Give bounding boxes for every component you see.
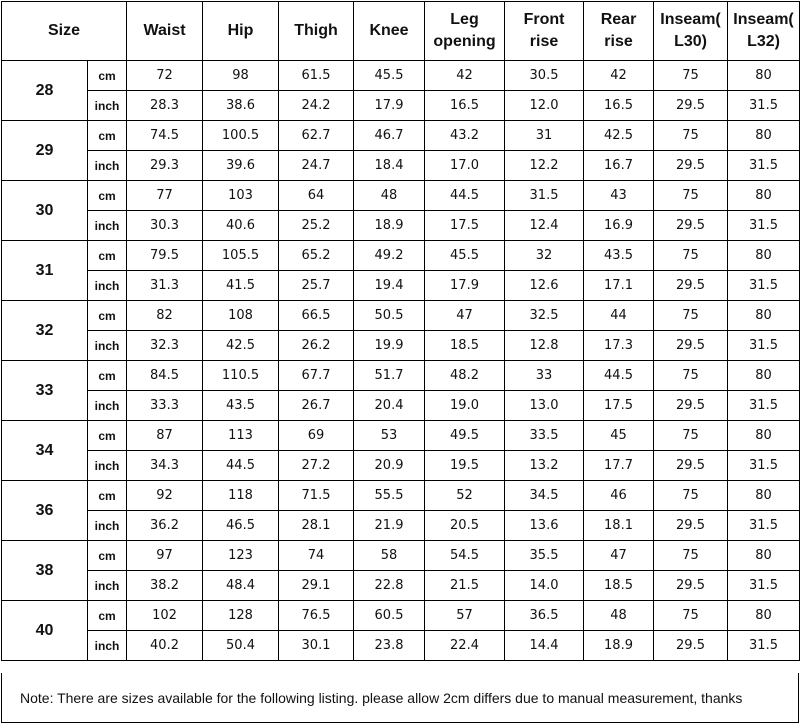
- column-header-line: Thigh: [294, 22, 338, 39]
- measurement-cell: 34.3: [127, 451, 203, 481]
- unit-label-cm: cm: [88, 301, 127, 331]
- measurement-cell: 29.5: [654, 451, 728, 481]
- measurement-cell: 42: [425, 61, 505, 91]
- table-row: [2, 421, 800, 451]
- measurement-cell: 14.4: [505, 631, 584, 661]
- measurement-cell: 22.8: [354, 571, 425, 601]
- measurement-cell: 29.5: [654, 631, 728, 661]
- measurement-cell: 19.5: [425, 451, 505, 481]
- measurement-cell: 30.1: [279, 631, 354, 661]
- measurement-cell: 20.9: [354, 451, 425, 481]
- measurement-cell: 34.5: [505, 481, 584, 511]
- column-header-line: Inseam(: [733, 11, 794, 28]
- measurement-cell: 28.1: [279, 511, 354, 541]
- table-row: [2, 361, 800, 391]
- table-row: [2, 481, 800, 511]
- measurement-cell: 29.5: [654, 511, 728, 541]
- measurement-cell: 21.5: [425, 571, 505, 601]
- measurement-cell: 12.0: [505, 91, 584, 121]
- table-row: [2, 541, 800, 571]
- measurement-cell: 25.7: [279, 271, 354, 301]
- measurement-cell: 47: [425, 301, 505, 331]
- measurement-cell: 44.5: [203, 451, 279, 481]
- size-label: 33: [2, 361, 88, 421]
- unit-label-cm: cm: [88, 181, 127, 211]
- measurement-cell: 42.5: [203, 331, 279, 361]
- measurement-cell: 64: [279, 181, 354, 211]
- measurement-cell: 47: [584, 541, 654, 571]
- measurement-cell: 72: [127, 61, 203, 91]
- column-header-line: opening: [433, 33, 496, 50]
- header-row: [2, 2, 800, 61]
- column-header-inseam-l30: [654, 2, 728, 61]
- unit-label-cm: cm: [88, 421, 127, 451]
- measurement-cell: 36.5: [505, 601, 584, 631]
- measurement-cell: 13.2: [505, 451, 584, 481]
- measurement-cell: 84.5: [127, 361, 203, 391]
- measurement-cell: 39.6: [203, 151, 279, 181]
- measurement-cell: 45.5: [425, 241, 505, 271]
- measurement-cell: 82: [127, 301, 203, 331]
- measurement-cell: 18.9: [584, 631, 654, 661]
- measurement-cell: 12.6: [505, 271, 584, 301]
- measurement-cell: 102: [127, 601, 203, 631]
- measurement-cell: 31.5: [728, 91, 800, 121]
- unit-label-inch: inch: [88, 511, 127, 541]
- measurement-cell: 17.7: [584, 451, 654, 481]
- measurement-cell: 17.5: [425, 211, 505, 241]
- measurement-cell: 55.5: [354, 481, 425, 511]
- measurement-cell: 92: [127, 481, 203, 511]
- measurement-cell: 50.5: [354, 301, 425, 331]
- measurement-cell: 12.4: [505, 211, 584, 241]
- measurement-cell: 69: [279, 421, 354, 451]
- measurement-cell: 75: [654, 181, 728, 211]
- measurement-cell: 36.2: [127, 511, 203, 541]
- table-row: [2, 121, 800, 151]
- measurement-cell: 32.5: [505, 301, 584, 331]
- measurement-cell: 123: [203, 541, 279, 571]
- unit-label-inch: inch: [88, 391, 127, 421]
- measurement-cell: 12.2: [505, 151, 584, 181]
- measurement-cell: 44.5: [425, 181, 505, 211]
- size-label: 30: [2, 181, 88, 241]
- measurement-cell: 14.0: [505, 571, 584, 601]
- column-header-knee: [354, 2, 425, 61]
- unit-label-inch: inch: [88, 451, 127, 481]
- measurement-cell: 12.8: [505, 331, 584, 361]
- measurement-cell: 53: [354, 421, 425, 451]
- measurement-cell: 80: [728, 601, 800, 631]
- measurement-cell: 75: [654, 61, 728, 91]
- unit-label-cm: cm: [88, 601, 127, 631]
- measurement-cell: 54.5: [425, 541, 505, 571]
- measurement-cell: 38.2: [127, 571, 203, 601]
- measurement-cell: 80: [728, 421, 800, 451]
- measurement-cell: 25.2: [279, 211, 354, 241]
- measurement-cell: 66.5: [279, 301, 354, 331]
- measurement-cell: 75: [654, 361, 728, 391]
- measurement-cell: 30.5: [505, 61, 584, 91]
- measurement-cell: 62.7: [279, 121, 354, 151]
- measurement-cell: 31.5: [505, 181, 584, 211]
- column-header-line: L32): [747, 33, 780, 50]
- measurement-cell: 31.5: [728, 511, 800, 541]
- table-row: [2, 271, 800, 301]
- measurement-cell: 75: [654, 421, 728, 451]
- column-header-hip: [203, 2, 279, 61]
- measurement-cell: 75: [654, 481, 728, 511]
- measurement-cell: 42: [584, 61, 654, 91]
- measurement-cell: 13.0: [505, 391, 584, 421]
- measurement-cell: 21.9: [354, 511, 425, 541]
- measurement-cell: 71.5: [279, 481, 354, 511]
- measurement-cell: 80: [728, 301, 800, 331]
- table-row: [2, 181, 800, 211]
- column-header-line: Inseam(: [660, 11, 721, 28]
- measurement-cell: 22.4: [425, 631, 505, 661]
- measurement-cell: 44.5: [584, 361, 654, 391]
- measurement-cell: 24.2: [279, 91, 354, 121]
- measurement-cell: 118: [203, 481, 279, 511]
- measurement-cell: 32: [505, 241, 584, 271]
- measurement-cell: 18.1: [584, 511, 654, 541]
- measurement-cell: 30.3: [127, 211, 203, 241]
- measurement-cell: 65.2: [279, 241, 354, 271]
- note-text: Note: There are sizes available for the following listing. please allow 2cm differs due to manual measurement, thanks: [1, 673, 799, 723]
- table-row: [2, 601, 800, 631]
- unit-label-inch: inch: [88, 571, 127, 601]
- measurement-cell: 80: [728, 61, 800, 91]
- measurement-cell: 110.5: [203, 361, 279, 391]
- measurement-cell: 74.5: [127, 121, 203, 151]
- column-header-line: Rear: [600, 11, 637, 28]
- unit-label-cm: cm: [88, 481, 127, 511]
- measurement-cell: 33.5: [505, 421, 584, 451]
- measurement-cell: 29.5: [654, 91, 728, 121]
- column-header-size: [2, 2, 127, 61]
- column-header-inseam-l32: [728, 2, 800, 61]
- measurement-cell: 57: [425, 601, 505, 631]
- measurement-cell: 48.2: [425, 361, 505, 391]
- measurement-cell: 18.9: [354, 211, 425, 241]
- measurement-cell: 17.5: [584, 391, 654, 421]
- measurement-cell: 31.5: [728, 151, 800, 181]
- measurement-cell: 41.5: [203, 271, 279, 301]
- size-label: 29: [2, 121, 88, 181]
- measurement-cell: 31.5: [728, 451, 800, 481]
- measurement-cell: 31.3: [127, 271, 203, 301]
- measurement-cell: 49.5: [425, 421, 505, 451]
- measurement-cell: 74: [279, 541, 354, 571]
- measurement-cell: 31.5: [728, 271, 800, 301]
- measurement-cell: 19.0: [425, 391, 505, 421]
- measurement-cell: 13.6: [505, 511, 584, 541]
- measurement-cell: 31: [505, 121, 584, 151]
- measurement-cell: 100.5: [203, 121, 279, 151]
- measurement-cell: 29.5: [654, 331, 728, 361]
- measurement-cell: 45: [584, 421, 654, 451]
- measurement-cell: 43.2: [425, 121, 505, 151]
- measurement-cell: 80: [728, 361, 800, 391]
- table-row: [2, 451, 800, 481]
- size-label: 28: [2, 61, 88, 121]
- size-label: 40: [2, 601, 88, 661]
- column-header-rear-rise: [584, 2, 654, 61]
- measurement-cell: 40.2: [127, 631, 203, 661]
- table-row: [2, 151, 800, 181]
- column-header-leg-opening: [425, 2, 505, 61]
- unit-label-inch: inch: [88, 331, 127, 361]
- measurement-cell: 16.5: [425, 91, 505, 121]
- measurement-cell: 33.3: [127, 391, 203, 421]
- table-row: [2, 241, 800, 271]
- measurement-cell: 19.9: [354, 331, 425, 361]
- unit-label-cm: cm: [88, 241, 127, 271]
- size-chart-table: [1, 1, 800, 661]
- measurement-cell: 75: [654, 601, 728, 631]
- measurement-cell: 50.4: [203, 631, 279, 661]
- measurement-cell: 80: [728, 181, 800, 211]
- column-header-thigh: [279, 2, 354, 61]
- measurement-cell: 29.3: [127, 151, 203, 181]
- measurement-cell: 35.5: [505, 541, 584, 571]
- measurement-cell: 31.5: [728, 211, 800, 241]
- table-row: [2, 211, 800, 241]
- measurement-cell: 79.5: [127, 241, 203, 271]
- measurement-cell: 20.5: [425, 511, 505, 541]
- column-header-waist: [127, 2, 203, 61]
- measurement-cell: 19.4: [354, 271, 425, 301]
- measurement-cell: 128: [203, 601, 279, 631]
- size-label: 38: [2, 541, 88, 601]
- measurement-cell: 31.5: [728, 391, 800, 421]
- measurement-cell: 23.8: [354, 631, 425, 661]
- table-row: [2, 571, 800, 601]
- column-header-front-rise: [505, 2, 584, 61]
- measurement-cell: 80: [728, 481, 800, 511]
- measurement-cell: 58: [354, 541, 425, 571]
- unit-label-inch: inch: [88, 631, 127, 661]
- measurement-cell: 26.2: [279, 331, 354, 361]
- measurement-cell: 52: [425, 481, 505, 511]
- measurement-cell: 29.5: [654, 211, 728, 241]
- measurement-cell: 48: [354, 181, 425, 211]
- measurement-cell: 103: [203, 181, 279, 211]
- measurement-cell: 31.5: [728, 571, 800, 601]
- measurement-cell: 105.5: [203, 241, 279, 271]
- unit-label-cm: cm: [88, 361, 127, 391]
- measurement-cell: 40.6: [203, 211, 279, 241]
- table-row: [2, 331, 800, 361]
- measurement-cell: 60.5: [354, 601, 425, 631]
- measurement-cell: 17.3: [584, 331, 654, 361]
- measurement-cell: 97: [127, 541, 203, 571]
- size-label: 36: [2, 481, 88, 541]
- measurement-cell: 43.5: [584, 241, 654, 271]
- measurement-cell: 33: [505, 361, 584, 391]
- unit-label-inch: inch: [88, 151, 127, 181]
- table-row: [2, 301, 800, 331]
- measurement-cell: 75: [654, 541, 728, 571]
- unit-label-inch: inch: [88, 211, 127, 241]
- measurement-cell: 42.5: [584, 121, 654, 151]
- measurement-cell: 75: [654, 301, 728, 331]
- measurement-cell: 46.5: [203, 511, 279, 541]
- measurement-cell: 29.1: [279, 571, 354, 601]
- measurement-cell: 87: [127, 421, 203, 451]
- measurement-cell: 51.7: [354, 361, 425, 391]
- unit-label-inch: inch: [88, 271, 127, 301]
- measurement-cell: 75: [654, 241, 728, 271]
- measurement-cell: 29.5: [654, 151, 728, 181]
- measurement-cell: 98: [203, 61, 279, 91]
- measurement-cell: 28.3: [127, 91, 203, 121]
- unit-label-inch: inch: [88, 91, 127, 121]
- measurement-cell: 49.2: [354, 241, 425, 271]
- measurement-cell: 76.5: [279, 601, 354, 631]
- measurement-cell: 18.5: [584, 571, 654, 601]
- table-row: [2, 61, 800, 91]
- table-row: [2, 631, 800, 661]
- column-header-line: rise: [529, 33, 559, 50]
- measurement-cell: 77: [127, 181, 203, 211]
- measurement-cell: 38.6: [203, 91, 279, 121]
- unit-label-cm: cm: [88, 121, 127, 151]
- measurement-cell: 29.5: [654, 391, 728, 421]
- measurement-cell: 48.4: [203, 571, 279, 601]
- measurement-cell: 113: [203, 421, 279, 451]
- measurement-cell: 17.9: [354, 91, 425, 121]
- measurement-cell: 108: [203, 301, 279, 331]
- measurement-cell: 46.7: [354, 121, 425, 151]
- table-body: [2, 61, 800, 661]
- measurement-cell: 18.4: [354, 151, 425, 181]
- column-header-line: Knee: [369, 22, 409, 39]
- measurement-cell: 17.9: [425, 271, 505, 301]
- unit-label-cm: cm: [88, 61, 127, 91]
- table-row: [2, 511, 800, 541]
- measurement-cell: 17.0: [425, 151, 505, 181]
- measurement-cell: 26.7: [279, 391, 354, 421]
- measurement-cell: 18.5: [425, 331, 505, 361]
- measurement-cell: 67.7: [279, 361, 354, 391]
- measurement-cell: 16.5: [584, 91, 654, 121]
- size-label: 34: [2, 421, 88, 481]
- column-header-line: L30): [674, 33, 707, 50]
- column-header-line: Leg: [450, 11, 479, 28]
- measurement-cell: 29.5: [654, 571, 728, 601]
- measurement-cell: 20.4: [354, 391, 425, 421]
- measurement-cell: 61.5: [279, 61, 354, 91]
- measurement-cell: 80: [728, 541, 800, 571]
- measurement-cell: 43.5: [203, 391, 279, 421]
- measurement-cell: 44: [584, 301, 654, 331]
- table-row: [2, 391, 800, 421]
- measurement-cell: 16.9: [584, 211, 654, 241]
- size-label: 32: [2, 301, 88, 361]
- column-header-line: rise: [604, 33, 633, 50]
- measurement-cell: 32.3: [127, 331, 203, 361]
- measurement-cell: 80: [728, 121, 800, 151]
- measurement-cell: 24.7: [279, 151, 354, 181]
- measurement-cell: 48: [584, 601, 654, 631]
- measurement-cell: 46: [584, 481, 654, 511]
- column-header-line: Hip: [227, 22, 254, 39]
- measurement-cell: 29.5: [654, 271, 728, 301]
- column-header-line: Size: [48, 22, 81, 39]
- measurement-cell: 31.5: [728, 331, 800, 361]
- column-header-line: Front: [523, 11, 565, 28]
- measurement-cell: 27.2: [279, 451, 354, 481]
- measurement-cell: 43: [584, 181, 654, 211]
- measurement-cell: 75: [654, 121, 728, 151]
- measurement-cell: 16.7: [584, 151, 654, 181]
- unit-label-cm: cm: [88, 541, 127, 571]
- measurement-cell: 45.5: [354, 61, 425, 91]
- measurement-cell: 31.5: [728, 631, 800, 661]
- measurement-cell: 17.1: [584, 271, 654, 301]
- column-header-line: Waist: [143, 22, 186, 39]
- table-row: [2, 91, 800, 121]
- size-label: 31: [2, 241, 88, 301]
- measurement-cell: 80: [728, 241, 800, 271]
